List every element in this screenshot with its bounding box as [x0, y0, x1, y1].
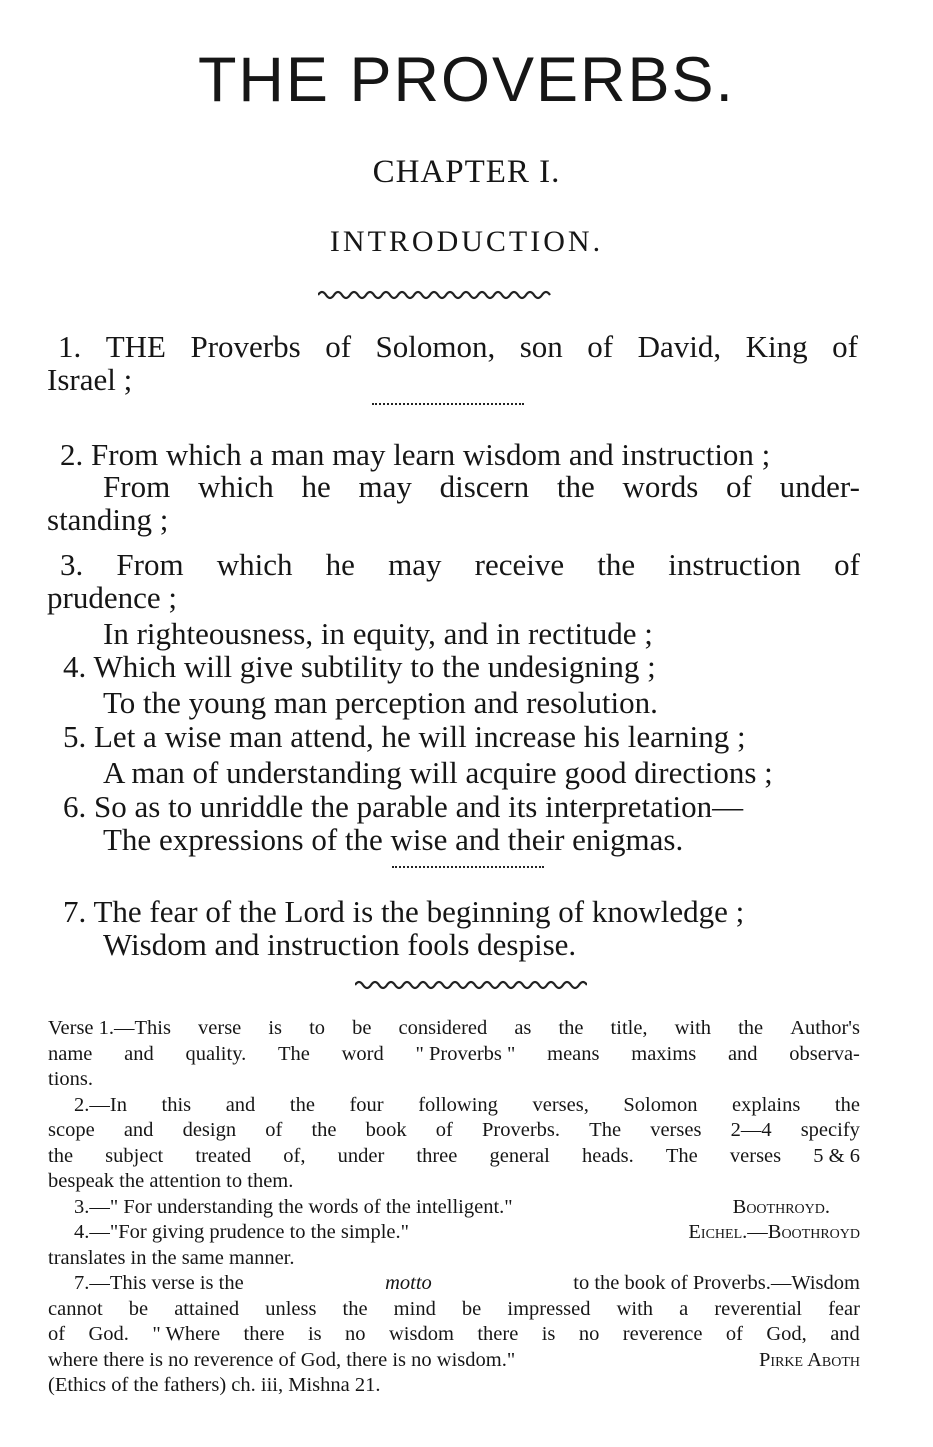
word: impressed — [507, 1297, 591, 1320]
verse-6-line-2: The expressions of the wise and their enigmas. — [103, 822, 684, 857]
word: verse — [198, 1017, 242, 1039]
word: reverential — [714, 1297, 802, 1320]
word: is — [307, 1323, 322, 1345]
verse-5-line-2: A man of understanding will acquire good directions ; — [103, 755, 773, 790]
verse-number: 7. — [63, 894, 87, 929]
note-text: 4.—"For giving prudence to the simple." — [74, 1221, 410, 1243]
word: the — [342, 1297, 368, 1320]
word: specify — [800, 1119, 860, 1141]
word: the — [556, 469, 595, 504]
note-7-line-3 — [48, 1322, 860, 1348]
word: there — [477, 1323, 519, 1345]
word: of — [587, 329, 614, 364]
word: may — [358, 469, 412, 504]
word: be — [128, 1297, 149, 1320]
word: no — [578, 1323, 600, 1345]
word: King — [745, 329, 808, 364]
note-text: tions. — [48, 1068, 93, 1090]
word: and — [830, 1323, 860, 1345]
footnotes — [48, 1016, 860, 1399]
word: there — [243, 1323, 285, 1345]
word: Proverbs. — [482, 1119, 561, 1141]
verse-7-line-1 — [63, 895, 744, 929]
note-text: where there is no reverence of God, there is no wisdom." — [48, 1348, 516, 1371]
note-2-line-2 — [48, 1118, 860, 1144]
verse-4-line-1 — [63, 650, 656, 684]
verse-7-line-2: Wisdom and instruction fools despise. — [103, 927, 577, 962]
word: the — [311, 1119, 337, 1141]
word: fear — [828, 1297, 860, 1320]
word: four — [349, 1093, 384, 1116]
word: son — [519, 329, 563, 364]
note-text: (Ethics of the fathers) ch. iii, Mishna 21. — [48, 1374, 381, 1396]
note-4-line-2 — [48, 1246, 860, 1272]
word: The — [589, 1119, 622, 1141]
word: God. — [88, 1323, 129, 1345]
note-7-line-4 — [48, 1348, 860, 1374]
verse-text: So as to unriddle the parable and its interpretation— — [94, 789, 744, 824]
verse-6-line-1 — [63, 790, 743, 824]
verse-1-line-1 — [58, 330, 858, 364]
verse-text: The fear of the Lord is the beginning of knowledge ; — [93, 894, 745, 929]
note-author: Boothroyd. — [732, 1195, 830, 1218]
word: and — [124, 1042, 154, 1065]
note-text: 3.—" For understanding the words of the intelligent." — [74, 1195, 513, 1218]
verse-1-line-2: Israel ; — [47, 362, 133, 397]
verse-3-line-3: In righteousness, in equity, and in rectitude ; — [103, 616, 653, 651]
word: of — [48, 1323, 66, 1345]
word: Verse 1.—This — [48, 1017, 171, 1039]
word: discern — [439, 469, 530, 504]
word: of — [725, 1323, 743, 1345]
word: From — [103, 469, 171, 504]
word: which — [197, 469, 274, 504]
verse-2-line-1 — [60, 438, 770, 472]
word: and — [727, 1042, 758, 1065]
verse-2-line-3: standing ; — [47, 502, 169, 537]
word: THE — [105, 329, 166, 364]
note-1-line-2 — [48, 1042, 860, 1068]
word: treated — [195, 1144, 252, 1167]
note-7-line-5 — [48, 1373, 860, 1399]
note-text: translates in the same manner. — [48, 1246, 295, 1269]
word: under — [337, 1144, 385, 1167]
word: following — [418, 1093, 498, 1116]
word: reverence — [622, 1323, 703, 1345]
wavy-rule-ornament — [318, 288, 558, 302]
note-2-line-4 — [48, 1169, 860, 1195]
dotted-separator — [372, 403, 524, 405]
word: " Where — [152, 1323, 221, 1345]
word: of — [834, 547, 860, 582]
verse-number: 4. — [63, 649, 87, 684]
verse-text: Let a wise man attend, he will increase his learning ; — [94, 719, 746, 754]
word: is — [541, 1323, 556, 1345]
word: may — [388, 547, 442, 582]
page-title: THE PROVERBS. — [197, 45, 736, 115]
word: the — [834, 1093, 860, 1116]
word: Author's — [790, 1017, 860, 1039]
word: with — [674, 1017, 712, 1039]
word: book — [365, 1119, 407, 1141]
word: Solomon, — [375, 329, 496, 364]
word: be — [352, 1017, 372, 1039]
word: and — [123, 1119, 154, 1141]
word: verses — [650, 1119, 702, 1141]
word: heads. — [581, 1144, 634, 1167]
verse-2-line-2 — [103, 470, 860, 504]
word: cannot — [48, 1297, 103, 1320]
word: words — [622, 469, 699, 504]
note-4-line-1 — [48, 1220, 860, 1246]
note-author: Eichel.—Boothroyd — [688, 1221, 860, 1243]
note-text: 7.—This verse is the — [74, 1272, 244, 1294]
verse-number: 1. — [58, 329, 82, 364]
word: considered — [398, 1017, 488, 1039]
note-text: to the book of Proverbs.—Wisdom — [573, 1272, 860, 1294]
note-2-line-1 — [48, 1093, 860, 1119]
note-2-line-3 — [48, 1144, 860, 1170]
word: God, — [766, 1323, 807, 1345]
note-3-line-1 — [48, 1195, 860, 1221]
word: of — [832, 329, 858, 364]
word: explains — [732, 1093, 801, 1116]
word: design — [182, 1119, 237, 1141]
word: 2—4 — [730, 1119, 772, 1141]
word: three — [416, 1144, 458, 1167]
word: Solomon — [623, 1093, 698, 1116]
verse-4-line-2: To the young man perception and resolution. — [103, 685, 658, 720]
word: receive — [474, 547, 565, 582]
word: word — [341, 1042, 384, 1065]
note-emphasis: motto — [385, 1272, 432, 1294]
dotted-separator — [392, 866, 544, 868]
note-1-line-3 — [48, 1067, 860, 1093]
word: the — [48, 1144, 74, 1167]
word: wisdom — [388, 1323, 454, 1345]
word: scope — [48, 1119, 95, 1141]
word: observa- — [789, 1042, 860, 1065]
verse-text: From which a man may learn wisdom and instruction ; — [91, 437, 771, 472]
verse-5-line-1 — [63, 720, 746, 754]
note-text: bespeak the attention to them. — [48, 1170, 294, 1192]
word: of — [435, 1119, 453, 1141]
word: be — [461, 1297, 482, 1320]
word: title, — [610, 1017, 648, 1039]
section-heading: INTRODUCTION. — [329, 225, 604, 258]
verse-number: 6. — [63, 789, 87, 824]
word: 2.—In — [74, 1093, 127, 1116]
verse-number: 5. — [63, 719, 87, 754]
word: to — [309, 1017, 326, 1039]
verse-number: 3. — [60, 547, 84, 582]
word: the — [289, 1093, 315, 1116]
word: means — [547, 1042, 600, 1065]
word: the — [558, 1017, 584, 1039]
verse-text: Which will give subtility to the undesigning ; — [93, 649, 656, 684]
word: David, — [637, 329, 722, 364]
word: instruction — [668, 547, 801, 582]
word: of — [325, 329, 352, 364]
note-7-line-1 — [48, 1271, 860, 1297]
word: mind — [393, 1297, 436, 1320]
word: with — [616, 1297, 654, 1320]
word: From — [116, 547, 184, 582]
word: of — [265, 1119, 283, 1141]
word: name — [48, 1042, 93, 1065]
word: verses — [729, 1144, 782, 1167]
word: The — [278, 1042, 310, 1065]
word: 5 & 6 — [813, 1144, 860, 1167]
word: The — [665, 1144, 698, 1167]
word: he — [325, 547, 355, 582]
verse-3-line-1 — [60, 548, 860, 582]
note-author: Pirke Aboth — [759, 1348, 860, 1371]
note-1-line-1 — [48, 1016, 860, 1042]
word: Proverbs — [190, 329, 301, 364]
word: verses, — [532, 1093, 589, 1116]
word: a — [679, 1297, 689, 1320]
word: this — [161, 1093, 192, 1116]
word: he — [301, 469, 331, 504]
word: general — [489, 1144, 550, 1167]
word: attained — [174, 1297, 240, 1320]
word: the — [738, 1017, 764, 1039]
verse-number: 2. — [60, 437, 84, 472]
word: " Proverbs " — [415, 1042, 516, 1065]
word: of, — [283, 1144, 306, 1167]
word: as — [514, 1017, 532, 1039]
word: is — [268, 1017, 283, 1039]
word: the — [597, 547, 636, 582]
word: of — [726, 469, 752, 504]
word: which — [216, 547, 293, 582]
word: quality. — [185, 1042, 247, 1065]
verse-3-line-2: prudence ; — [47, 580, 177, 615]
chapter-heading: CHAPTER I. — [372, 154, 561, 190]
word: unless — [265, 1297, 317, 1320]
word: and — [225, 1093, 256, 1116]
word: under- — [779, 469, 860, 504]
wavy-rule-ornament — [355, 978, 587, 992]
note-7-line-2 — [48, 1297, 860, 1323]
word: no — [345, 1323, 366, 1345]
word: subject — [105, 1144, 164, 1167]
word: maxims — [631, 1042, 697, 1065]
